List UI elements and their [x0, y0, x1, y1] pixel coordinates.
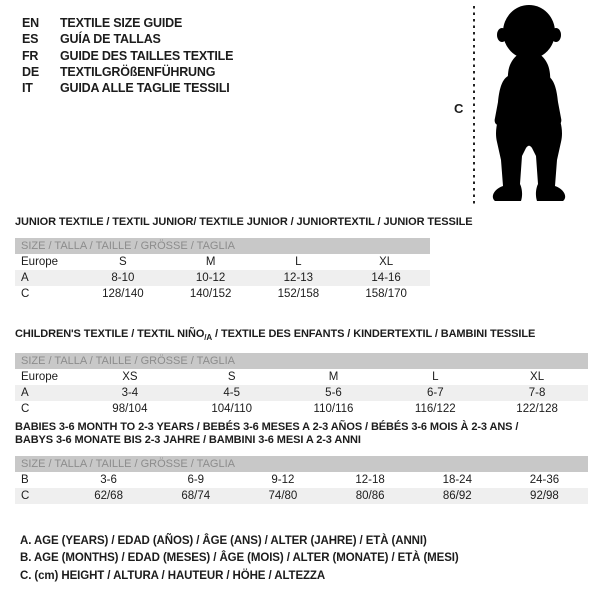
size-header-band: SIZE / TALLA / TAILLE / GRÖSSE / TAGLIA: [15, 238, 430, 254]
baby-silhouette-icon: [482, 4, 574, 204]
cell: 128/140: [102, 288, 144, 300]
cell: 3-4: [121, 387, 139, 400]
guide-title: TEXTILE SIZE GUIDE: [60, 16, 183, 30]
cell: 116/122: [414, 403, 456, 416]
children-textile-section: [15, 328, 588, 417]
language-code: IT: [22, 81, 33, 96]
section-title-text: / TEXTILE DES ENFANTS / KINDERTEXTIL / BAMBINI TESSILE: [212, 328, 536, 340]
size-header-band: SIZE / TALLA / TAILLE / GRÖSSE / TAGLIA: [15, 353, 588, 369]
guide-title: GUIDA ALLE TAGLIE TESSILI: [60, 81, 230, 96]
babies-textile-section: [15, 421, 588, 504]
dotted-height-line: [473, 6, 475, 206]
cell: 158/170: [365, 288, 407, 300]
section-title-subscript: /A: [204, 333, 213, 343]
guide-title: GUÍA DE TALLAS: [60, 32, 161, 47]
cell: 10-12: [195, 272, 226, 284]
list-item: [22, 80, 233, 96]
height-measure-figure: [440, 0, 600, 215]
footnotes: [20, 533, 459, 585]
list-item: [22, 31, 233, 47]
cell: 8-10: [111, 272, 135, 284]
cell: 68/74: [181, 490, 211, 502]
footnote-line: C. (cm) HEIGHT / ALTURA / HAUTEUR / HÖHE / ALTEZZA: [20, 569, 326, 582]
guide-title: TEXTILGRÖßENFÜHRUNG: [60, 64, 216, 79]
cell: S: [227, 371, 236, 384]
section-title: [15, 328, 588, 344]
table-row: [15, 488, 588, 504]
cell: 12-13: [283, 272, 314, 284]
cell: 18-24: [442, 474, 472, 486]
language-code: EN: [22, 16, 39, 30]
cell: 9-12: [271, 474, 295, 486]
section-title: JUNIOR TEXTILE / TEXTIL JUNIOR/ TEXTILE JUNIOR / JUNIORTEXTIL / JUNIOR TESSILE: [15, 216, 473, 228]
section-title-line: BABIES 3-6 MONTH TO 2-3 YEARS / BEBÉS 3-6 MESES A 2-3 AÑOS / BÉBÉS 3-6 MOIS À 2-3 ANS /: [15, 421, 519, 433]
language-code: FR: [22, 48, 39, 63]
row-label: Europe: [21, 371, 59, 384]
cell: 92/98: [530, 490, 559, 502]
footnote-line: A. AGE (YEARS) / EDAD (AÑOS) / ÂGE (ANS) / ALTER (JAHRE) / ETÀ (ANNI): [20, 535, 427, 547]
table-row: [15, 286, 430, 302]
cell: 4-5: [223, 387, 240, 400]
cell: 104/110: [211, 403, 253, 416]
cell: L: [295, 256, 302, 268]
section-title-line: BABYS 3-6 MONATE BIS 2-3 JAHRE / BAMBINI 3-6 MESI A 2-3 ANNI: [15, 434, 361, 446]
cell: 80/86: [355, 490, 385, 502]
table-row: [15, 401, 588, 417]
row-label: A: [21, 387, 29, 400]
cell: 12-18: [355, 474, 385, 486]
cell: 152/158: [277, 288, 320, 300]
row-label: C: [21, 288, 30, 300]
language-title-list: [22, 15, 233, 96]
row-label: Europe: [21, 256, 59, 268]
footnote-line: B. AGE (MONTHS) / EDAD (MESES) / ÂGE (MOIS) / ALTER (MONATE) / ETÀ (MESI): [20, 552, 459, 565]
cell: 24-36: [529, 474, 560, 486]
cell: 5-6: [325, 387, 342, 400]
row-label: C: [21, 403, 30, 416]
row-label: B: [21, 474, 29, 486]
section-title-text: CHILDREN'S TEXTILE / TEXTIL NIÑO: [15, 328, 205, 340]
cell: XL: [379, 256, 394, 268]
section-title: [15, 421, 588, 447]
cell: S: [119, 256, 127, 268]
cell: 14-16: [371, 272, 401, 284]
cell: 110/116: [313, 403, 354, 416]
cell: XL: [530, 371, 545, 384]
junior-textile-section: [15, 216, 473, 302]
table-row: [15, 369, 588, 385]
cell: 6-9: [187, 474, 205, 486]
list-item: [22, 64, 233, 80]
list-item: [22, 15, 233, 31]
row-label: C: [21, 490, 30, 502]
cell: 3-6: [100, 474, 117, 486]
height-measure-label: C: [454, 101, 464, 116]
language-code: ES: [22, 32, 39, 47]
cell: XS: [122, 371, 138, 384]
cell: M: [328, 371, 339, 384]
cell: 62/68: [94, 490, 123, 502]
table-row: [15, 254, 430, 270]
guide-title: GUIDE DES TAILLES TEXTILE: [60, 48, 234, 63]
list-item: [22, 48, 233, 64]
language-code: DE: [22, 64, 39, 79]
table-row: [15, 385, 588, 401]
row-label: A: [21, 272, 29, 284]
cell: 122/128: [516, 403, 558, 416]
cell: 98/104: [112, 403, 148, 416]
cell: M: [205, 256, 216, 268]
cell: 86/92: [442, 490, 472, 502]
cell: 7-8: [528, 387, 546, 400]
cell: 140/152: [189, 288, 232, 300]
table-row: [15, 472, 588, 488]
cell: 74/80: [268, 490, 298, 502]
cell: 6-7: [426, 387, 444, 400]
table-row: [15, 270, 430, 286]
cell: L: [432, 371, 439, 384]
size-header-band: SIZE / TALLA / TAILLE / GRÖSSE / TAGLIA: [15, 456, 588, 472]
